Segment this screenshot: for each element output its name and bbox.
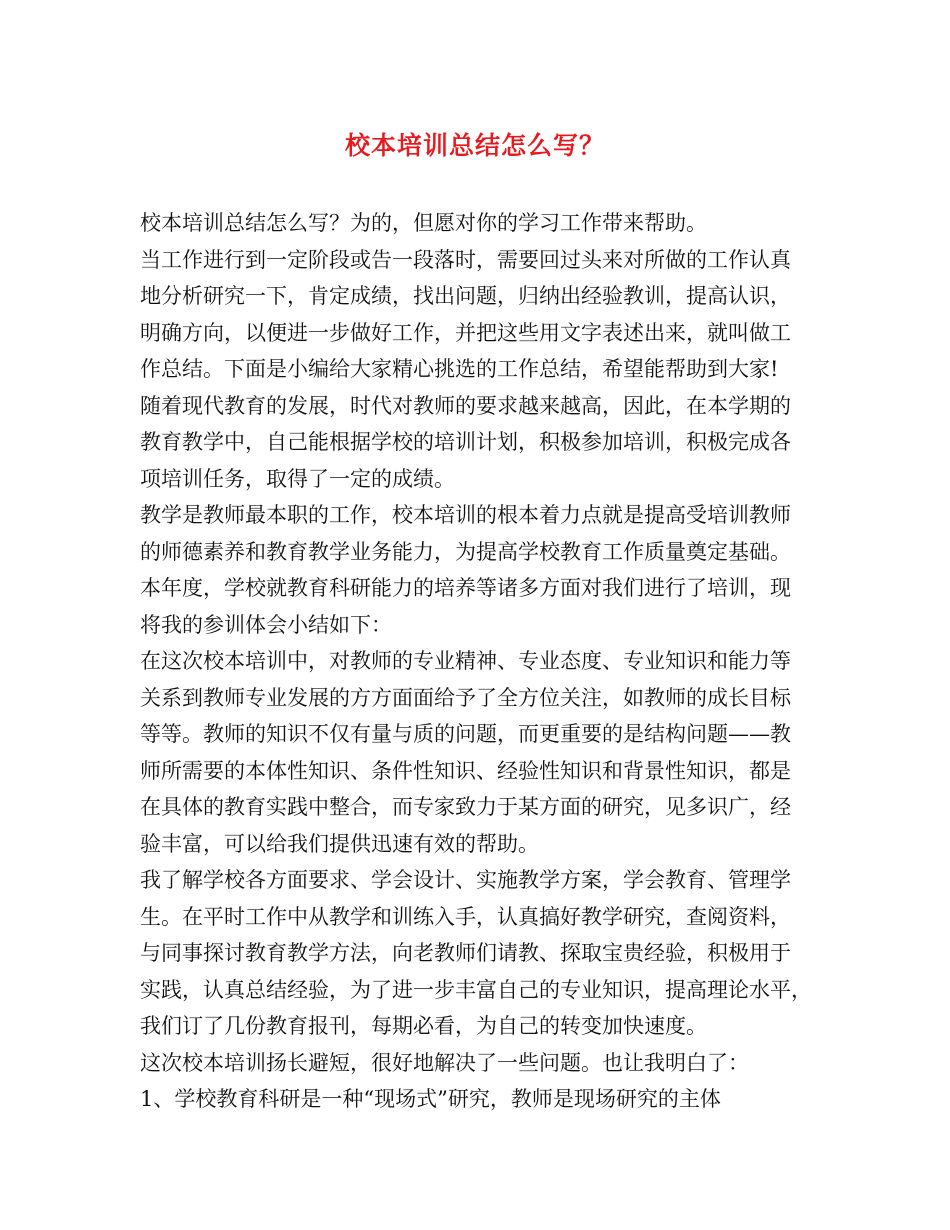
text-line: 实践，认真总结经验，为了进一步丰富自己的专业知识，提高理论水平， xyxy=(140,977,812,1002)
text-line: 的师德素养和教育教学业务能力，为提高学校教育工作质量奠定基础。 xyxy=(140,539,791,564)
text-line: 教学是教师最本职的工作，校本培训的根本着力点就是提高受培训教师 xyxy=(140,503,791,527)
text-line: 关系到教师专业发展的方方面面给予了全方位关注，如教师的成长目标 xyxy=(140,685,791,710)
text-line: 与同事探讨教育教学方法，向老教师们请教、探取宝贵经验，积极用于 xyxy=(140,941,791,965)
text-line: 将我的参训体会小结如下： xyxy=(140,612,392,637)
text-line: 校本培训总结怎么写？为的，但愿对你的学习工作带来帮助。 xyxy=(140,211,707,235)
text-line: 这次校本培训扬长避短，很好地解决了一些问题。也让我明白了： xyxy=(140,1050,749,1075)
document-title: 校本培训总结怎么写？ xyxy=(344,131,605,160)
text-line: 在这次校本培训中，对教师的专业精神、专业态度、专业知识和能力等 xyxy=(140,649,791,673)
text-line: 随着现代教育的发展，时代对教师的要求越来越高，因此，在本学期的 xyxy=(140,393,791,418)
text-line: 项培训任务，取得了一定的成绩。 xyxy=(140,466,455,491)
text-line: 明确方向，以便进一步做好工作，并把这些用文字表述出来，就叫做工 xyxy=(140,320,791,345)
text-line: 生。在平时工作中从教学和训练入手，认真搞好教学研究，查阅资料， xyxy=(140,904,791,929)
text-line: 我了解学校各方面要求、学会设计、实施教学方案，学会教育、管理学 xyxy=(140,868,791,892)
text-line: 我们订了几份教育报刊，每期必看，为自己的转变加快速度。 xyxy=(140,1014,707,1038)
text-line: 本年度，学校就教育科研能力的培养等诸多方面对我们进行了培训，现 xyxy=(140,576,791,600)
text-line: 当工作进行到一定阶段或告一段落时，需要回过头来对所做的工作认真 xyxy=(140,247,791,272)
text-line: 等等。教师的知识不仅有量与质的问题，而更重要的是结构问题——教 xyxy=(140,722,791,746)
text-line: 验丰富，可以给我们提供迅速有效的帮助。 xyxy=(140,831,539,856)
document-body xyxy=(140,205,820,1118)
text-line: 地分析研究一下，肯定成绩，找出问题，归纳出经验教训，提高认识， xyxy=(140,284,791,308)
text-line: 教育教学中，自己能根据学校的培训计划，积极参加培训，积极完成各 xyxy=(140,430,791,454)
text-line: 1、学校教育科研是一种“现场式”研究，教师是现场研究的主体 xyxy=(140,1087,721,1111)
text-line: 在具体的教育实践中整合，而专家致力于某方面的研究，见多识广，经 xyxy=(140,795,791,819)
text-line: 师所需要的本体性知识、条件性知识、经验性知识和背景性知识，都是 xyxy=(140,758,791,783)
text-line: 作总结。下面是小编给大家精心挑选的工作总结，希望能帮助到大家! xyxy=(140,357,779,381)
